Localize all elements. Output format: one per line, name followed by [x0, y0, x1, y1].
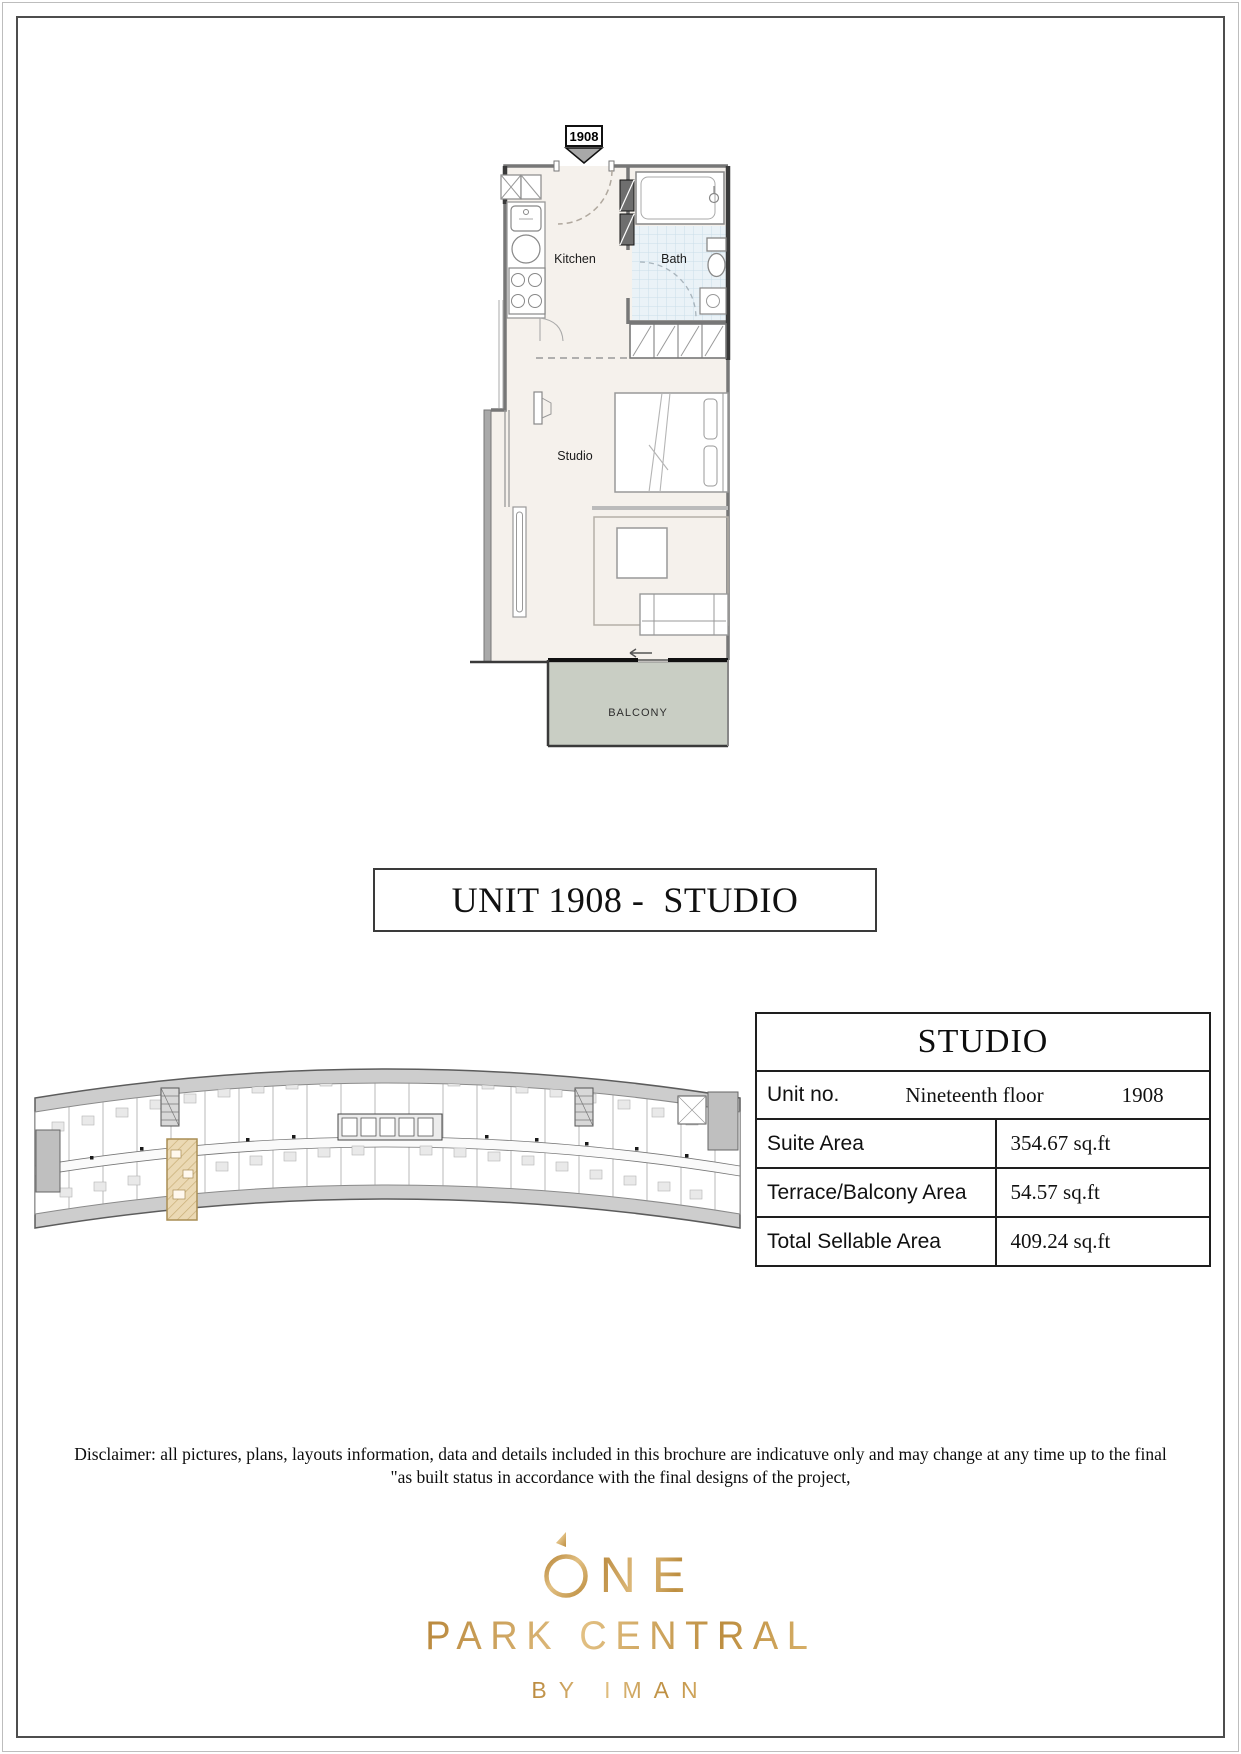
unit-tag: [566, 126, 602, 163]
shelf-line: [592, 506, 728, 510]
sofa: [640, 594, 728, 635]
brand-logo: [0, 1532, 1241, 1704]
bath-label: Bath: [661, 252, 687, 266]
bathtub: [636, 172, 724, 224]
unit-info-table: [755, 1012, 1211, 1267]
floor-key-plan: [30, 1030, 745, 1230]
table-row-terrace-area: Terrace/Balcony Area 54.57 sq.ft: [757, 1169, 1209, 1218]
bed: [615, 393, 728, 492]
disclaimer-line-2: "as built status in accordance with the final designs of the project,: [390, 1467, 851, 1487]
exterior-wall: [484, 410, 491, 662]
highlighted-unit-1908: [167, 1139, 197, 1220]
unit-title: UNIT 1908 - STUDIO: [451, 880, 799, 920]
table-header: STUDIO: [757, 1014, 1209, 1072]
kitchen-label: Kitchen: [554, 252, 596, 266]
closet: [630, 324, 726, 358]
table-row-unit-no: [757, 1072, 1209, 1120]
coffee-table: [617, 528, 667, 578]
bath-vanity: [700, 288, 726, 314]
unit-floor-plan: [440, 100, 750, 760]
disclaimer-line-1: Disclaimer: all pictures, plans, layouts information, data and details included in this brochure are indicatuve only and may change at any time up to the final: [74, 1444, 1167, 1464]
table-row-suite-area: Suite Area 354.67 sq.ft: [757, 1120, 1209, 1169]
logo-one-letters: NE: [599, 1547, 702, 1603]
unit-no-label: Unit no.: [767, 1083, 840, 1106]
logo-by-iman: BY IMAN: [531, 1677, 710, 1703]
round-basin: [512, 235, 540, 263]
pillow: [704, 399, 717, 439]
unit-title-box: [373, 868, 877, 932]
balcony-label: BALCONY: [608, 707, 668, 719]
floor-name: Nineteenth floor: [905, 1082, 1044, 1107]
toilet: [707, 238, 726, 277]
pillow: [704, 446, 717, 486]
tag-pointer-icon: [566, 148, 602, 163]
studio-label: Studio: [557, 449, 593, 463]
one-o-key-icon: [540, 1532, 592, 1598]
logo-one-mark: [540, 1532, 702, 1603]
logo-park-central: PARK CENTRAL: [424, 1614, 817, 1658]
roof-terrace: [678, 1096, 706, 1124]
unit-tag-number: 1908: [569, 129, 599, 144]
unit-number: 1908: [1121, 1082, 1164, 1107]
disclaimer: [60, 1443, 1181, 1489]
table-row-total-area: Total Sellable Area 409.24 sq.ft: [757, 1218, 1209, 1265]
balcony-floor: [548, 662, 728, 746]
elevator-core: [338, 1114, 442, 1140]
wardrobe-left: [513, 507, 526, 617]
